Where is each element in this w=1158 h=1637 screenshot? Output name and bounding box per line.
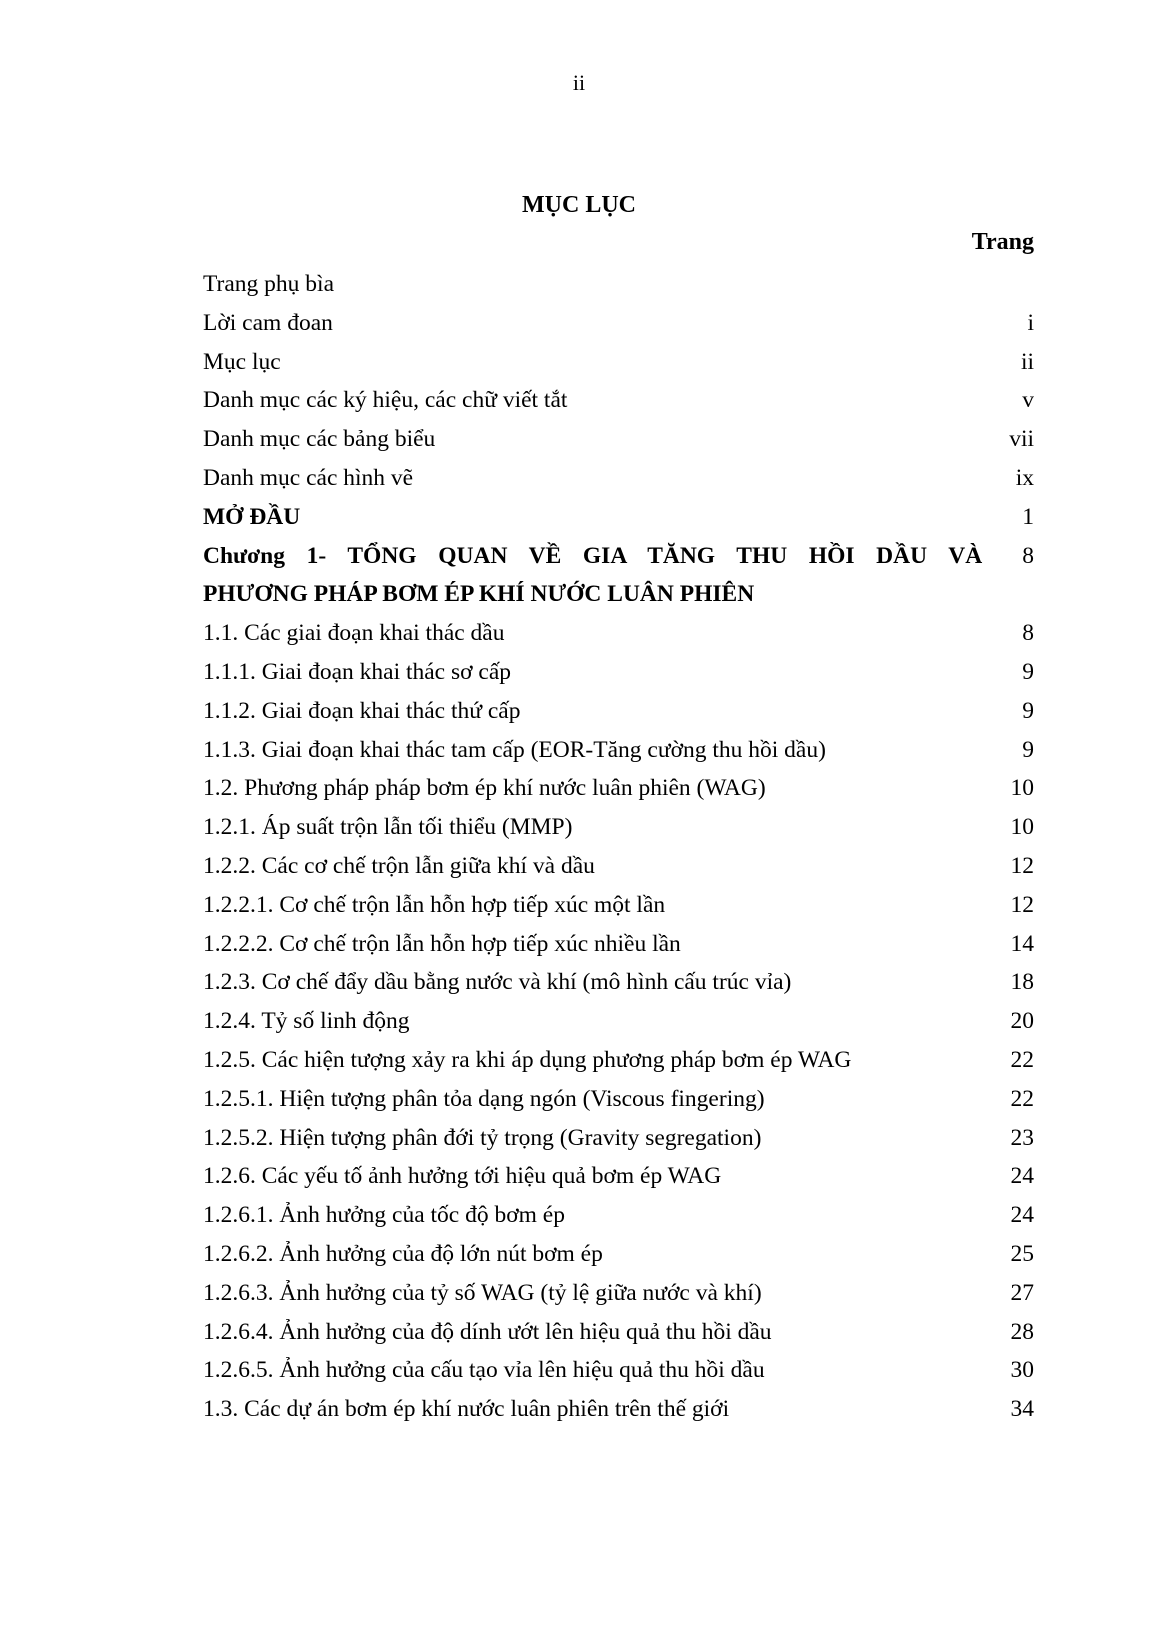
toc-entry-page: 22 [1010,1046,1034,1073]
toc-entry[interactable] [203,963,1034,1002]
toc-entry-title: 1.2.6.5. Ảnh hưởng của cấu tạo vỉa lên hiệu quả thu hồi dầu [203,1357,765,1384]
toc-entry[interactable] [203,1390,1034,1429]
toc-entry-title: 1.2.1. Áp suất trộn lẫn tối thiểu (MMP) [203,814,573,841]
toc-entry-page: 10 [1010,775,1034,802]
toc-entry-title: 1.2.4. Tỷ số linh động [203,1008,410,1035]
toc-entry-title: Danh mục các hình vẽ [203,464,414,491]
toc-entry-title: 1.1.3. Giai đoạn khai thác tam cấp (EOR-Tăng cường thu hồi dầu) [203,736,826,763]
toc-entry[interactable] [203,265,1034,304]
toc-entry-title: 1.2.6.2. Ảnh hưởng của độ lớn nút bơm ép [203,1240,603,1267]
toc-page-column-header: Trang [971,229,1034,255]
toc-entry[interactable] [203,304,1034,343]
toc-title: MỤC LỤC [522,192,636,218]
toc-entry-title: MỞ ĐẦU [203,503,301,530]
toc-entry-page: 12 [1010,852,1034,879]
toc-entry-page: 12 [1010,891,1034,918]
toc-entry-page: 18 [1010,969,1034,996]
toc-entry-title: Danh mục các bảng biểu [203,426,436,453]
toc-entry[interactable] [203,769,1034,808]
toc-entry-title: 1.2.6.1. Ảnh hưởng của tốc độ bơm ép [203,1202,565,1229]
toc-entry-title: 1.1. Các giai đoạn khai thác dầu [203,620,505,647]
toc-entry[interactable] [203,1157,1034,1196]
toc-entry-title: 1.2.3. Cơ chế đẩy dầu bằng nước và khí (mô hình cấu trúc vỉa) [203,969,792,996]
toc-entry[interactable] [203,420,1034,459]
toc-entry[interactable] [203,614,1034,653]
toc-entry[interactable] [203,1274,1034,1313]
toc-entry-title: 1.2.5.1. Hiện tượng phân tỏa dạng ngón (Viscous fingering) [203,1085,765,1112]
page-number: ii [572,70,586,95]
toc-entry[interactable] [203,886,1034,925]
toc-entry-page: 24 [1010,1202,1034,1229]
toc-entry-title: 1.2.6.4. Ảnh hưởng của độ dính ướt lên hiệu quả thu hồi dầu [203,1318,772,1345]
toc-entry[interactable] [203,1080,1034,1119]
toc-entry-page: i [1027,309,1034,336]
toc-entry-page: 27 [1010,1279,1034,1306]
toc-entry-page: 30 [1010,1357,1034,1384]
toc-entry-title: Danh mục các ký hiệu, các chữ viết tắt [203,387,568,414]
toc-entry-intro[interactable] [203,498,1034,537]
toc-entry-page: 24 [1010,1163,1034,1190]
toc-entry-title: 1.2.5. Các hiện tượng xảy ra khi áp dụng phương pháp bơm ép WAG [203,1046,852,1073]
toc-entry-page: v [1022,387,1034,414]
toc-entry[interactable] [203,1196,1034,1235]
toc-entry-title: Chương 1- TỔNG QUAN VỀ GIA TĂNG THU HỒI DẦU VÀ [203,542,983,569]
toc-entry-title: 1.3. Các dự án bơm ép khí nước luân phiên trên thế giới [203,1396,730,1423]
toc-entry[interactable] [203,459,1034,498]
toc-entry-page: ix [1015,464,1034,491]
toc-entry-title: 1.2. Phương pháp pháp bơm ép khí nước luân phiên (WAG) [203,775,766,802]
toc-entry[interactable] [203,653,1034,692]
toc-entry-title: 1.2.5.2. Hiện tượng phân đới tỷ trọng (Gravity segregation) [203,1124,762,1151]
toc-entry-page: 10 [1010,814,1034,841]
toc-entry[interactable] [203,731,1034,770]
toc-entry-title: 1.2.2.1. Cơ chế trộn lẫn hỗn hợp tiếp xúc một lần [203,891,666,918]
toc-entry-page: 23 [1010,1124,1034,1151]
toc-entry-title-continuation: PHƯƠNG PHÁP BƠM ÉP KHÍ NƯỚC LUÂN PHIÊN [203,581,755,608]
toc-entry-page: ii [1020,348,1034,375]
toc-entry[interactable] [203,1002,1034,1041]
toc-entry-page: 9 [1022,736,1034,763]
toc-entry-page: 20 [1010,1008,1034,1035]
toc-entry-page: 8 [1022,542,1034,569]
toc-entry-page: 25 [1010,1240,1034,1267]
toc-entry-page: 8 [1022,620,1034,647]
toc-entry-page: 9 [1022,658,1034,685]
toc-entry-title: Mục lục [203,348,281,375]
toc-entry[interactable] [203,381,1034,420]
toc-entry-page: 34 [1010,1396,1034,1423]
toc-entry[interactable] [203,1313,1034,1352]
toc-entry-title: 1.2.2. Các cơ chế trộn lẫn giữa khí và dầu [203,852,595,879]
toc-entry[interactable] [203,692,1034,731]
toc-entry-title: 1.1.2. Giai đoạn khai thác thứ cấp [203,697,521,724]
toc-entry-page: vii [1009,426,1034,453]
toc-entry[interactable] [203,1119,1034,1158]
toc-entry-title: 1.1.1. Giai đoạn khai thác sơ cấp [203,658,512,685]
toc-entry[interactable] [203,1351,1034,1390]
toc-entry-page: 28 [1010,1318,1034,1345]
toc-entry-title: 1.2.2.2. Cơ chế trộn lẫn hỗn hợp tiếp xúc nhiều lần [203,930,681,957]
toc-entry-page: 14 [1010,930,1034,957]
toc-entry[interactable] [203,343,1034,382]
toc-entry[interactable] [203,847,1034,886]
toc-entry-page: 22 [1010,1085,1034,1112]
toc-entry[interactable] [203,1235,1034,1274]
toc-entry-title: 1.2.6. Các yếu tố ảnh hưởng tới hiệu quả bơm ép WAG [203,1163,722,1190]
toc-entry-page: 1 [1022,503,1034,530]
toc-entry-chapter-1[interactable] [203,537,1034,615]
toc-entry-page: 9 [1022,697,1034,724]
toc-entry[interactable] [203,925,1034,964]
toc-entry-title: Lời cam đoan [203,309,333,336]
toc-list [203,265,1034,1429]
toc-entry[interactable] [203,808,1034,847]
toc-entry-title: Trang phụ bìa [203,271,334,297]
toc-entry-title: 1.2.6.3. Ảnh hưởng của tỷ số WAG (tỷ lệ giữa nước và khí) [203,1279,762,1306]
toc-entry[interactable] [203,1041,1034,1080]
